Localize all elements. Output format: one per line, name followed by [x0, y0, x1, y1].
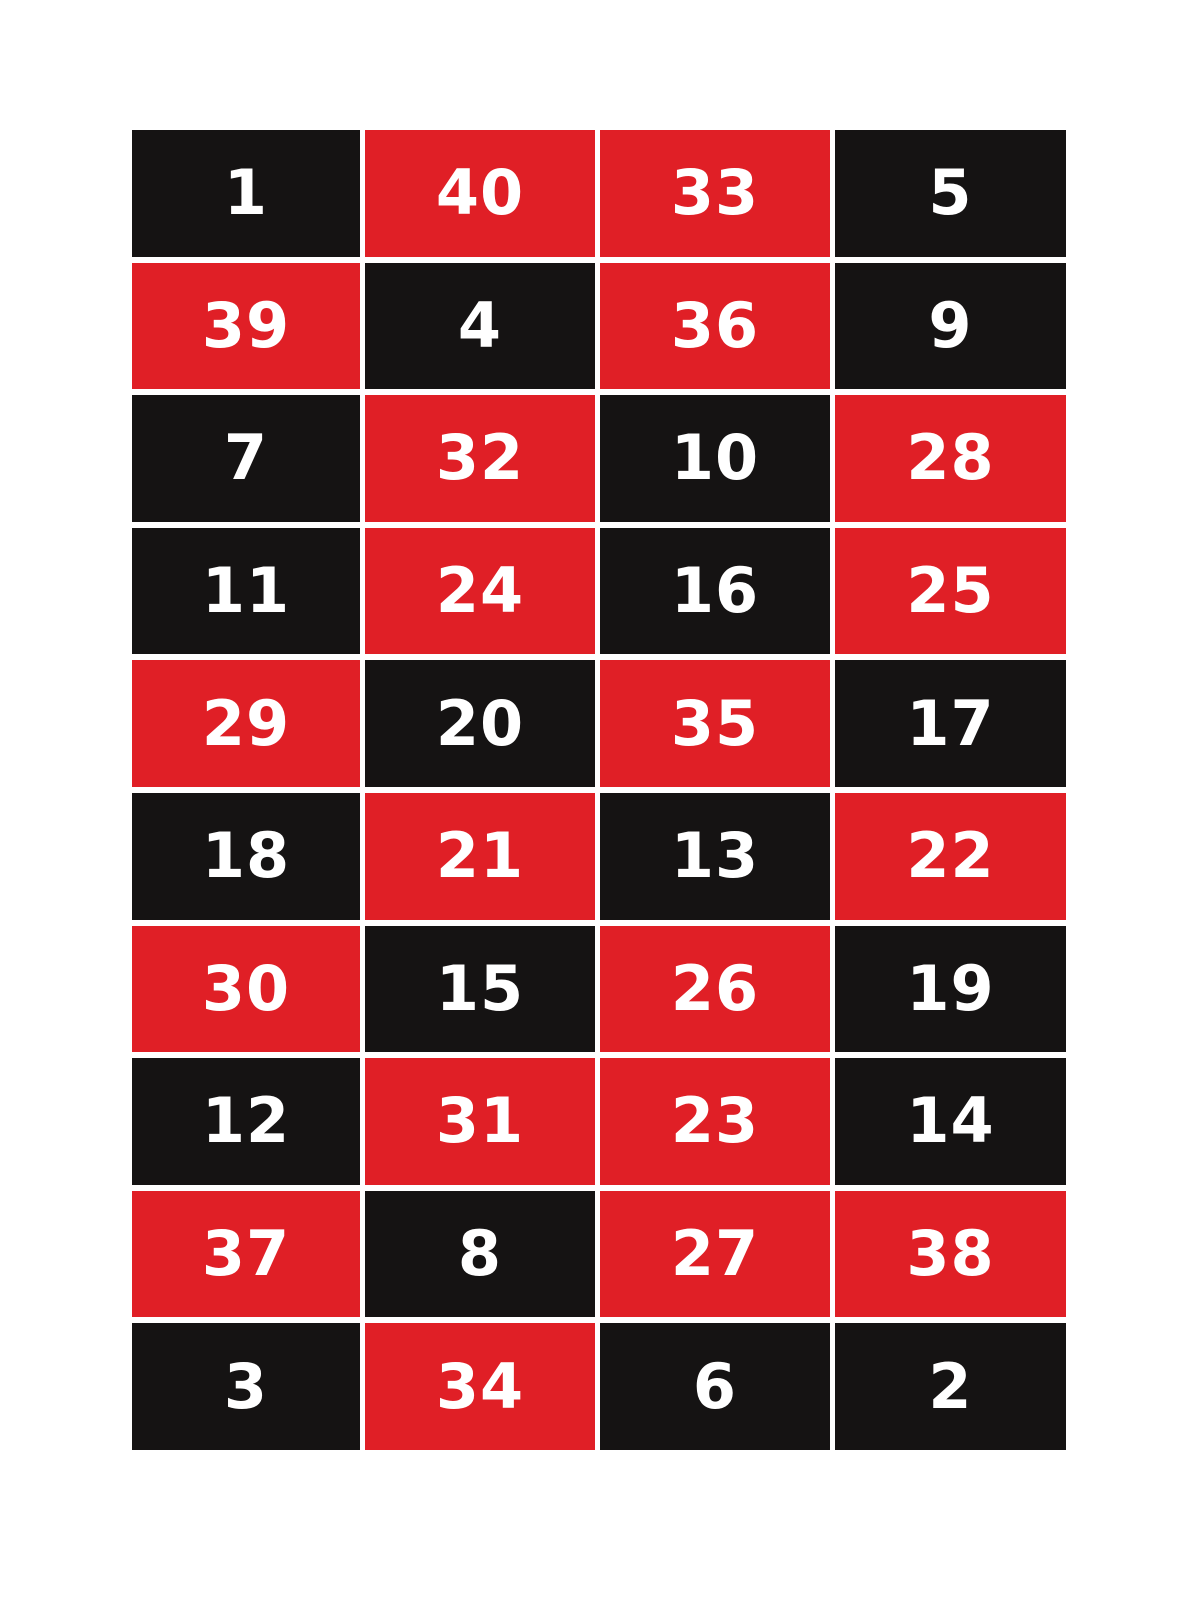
- number-tile-label: 16: [670, 554, 760, 628]
- number-tile-label: 4: [457, 288, 503, 362]
- number-tile[interactable]: [600, 1058, 830, 1185]
- number-tile[interactable]: [365, 793, 595, 920]
- number-tile[interactable]: [835, 1058, 1066, 1185]
- number-tile[interactable]: [600, 130, 830, 257]
- number-tile-label: 25: [906, 554, 995, 628]
- number-tile-label: 7: [223, 421, 269, 495]
- number-tile-label: 36: [670, 288, 760, 362]
- number-tile[interactable]: [600, 1191, 830, 1318]
- number-tile-label: 14: [906, 1084, 995, 1158]
- number-tile-label: 29: [201, 686, 291, 760]
- number-tile-label: 6: [692, 1349, 738, 1423]
- number-tile-label: 30: [201, 951, 291, 1025]
- number-tile[interactable]: [132, 926, 360, 1053]
- number-tile-label: 40: [435, 156, 525, 230]
- number-tile[interactable]: [600, 528, 830, 655]
- number-tile[interactable]: [835, 263, 1066, 390]
- number-tile-label: 38: [906, 1217, 995, 1291]
- number-tile-label: 10: [670, 421, 760, 495]
- number-tile[interactable]: [365, 395, 595, 522]
- number-tile-label: 3: [223, 1349, 269, 1423]
- number-tile-label: 26: [670, 951, 760, 1025]
- number-tile[interactable]: [132, 1323, 360, 1450]
- number-tile[interactable]: [835, 130, 1066, 257]
- number-tile[interactable]: [835, 1323, 1066, 1450]
- number-tile[interactable]: [132, 263, 360, 390]
- number-tile[interactable]: [132, 1191, 360, 1318]
- number-tile[interactable]: [835, 660, 1066, 787]
- number-tile-label: 23: [670, 1084, 760, 1158]
- number-tile-label: 13: [670, 819, 760, 893]
- number-tile-label: 15: [435, 951, 525, 1025]
- number-tile[interactable]: [365, 660, 595, 787]
- number-tile[interactable]: [600, 926, 830, 1053]
- number-tile[interactable]: [600, 660, 830, 787]
- number-tile-label: 22: [906, 819, 995, 893]
- number-tile-label: 28: [906, 421, 995, 495]
- number-tile[interactable]: [835, 395, 1066, 522]
- number-tile[interactable]: [365, 1323, 595, 1450]
- number-tile[interactable]: [365, 263, 595, 390]
- number-tile-grid: [130, 130, 1065, 1450]
- number-tile-label: 39: [201, 288, 291, 362]
- number-tile[interactable]: [835, 528, 1066, 655]
- number-tile-label: 11: [201, 554, 291, 628]
- number-tile-label: 24: [435, 554, 525, 628]
- number-tile-label: 19: [906, 951, 995, 1025]
- number-tile[interactable]: [600, 395, 830, 522]
- number-tile-label: 37: [201, 1217, 291, 1291]
- number-tile-label: 35: [670, 686, 760, 760]
- number-tile-label: 8: [457, 1217, 503, 1291]
- number-tile-label: 21: [435, 819, 525, 893]
- number-tile[interactable]: [835, 926, 1066, 1053]
- number-tile-label: 5: [928, 156, 973, 230]
- number-tile-label: 33: [670, 156, 760, 230]
- number-tile[interactable]: [132, 1058, 360, 1185]
- number-tile-label: 18: [201, 819, 291, 893]
- number-tile-label: 12: [201, 1084, 291, 1158]
- number-tile-label: 20: [435, 686, 525, 760]
- number-tile[interactable]: [132, 793, 360, 920]
- number-tile[interactable]: [365, 130, 595, 257]
- number-tile[interactable]: [365, 926, 595, 1053]
- number-tile[interactable]: [600, 793, 830, 920]
- number-tile[interactable]: [132, 660, 360, 787]
- number-tile-label: 2: [928, 1349, 973, 1423]
- number-tile[interactable]: [132, 395, 360, 522]
- number-tile[interactable]: [132, 528, 360, 655]
- number-tile[interactable]: [365, 1058, 595, 1185]
- number-tile-label: 9: [928, 288, 973, 362]
- number-tile-label: 17: [906, 686, 995, 760]
- number-tile-label: 1: [223, 156, 269, 230]
- number-tile[interactable]: [365, 528, 595, 655]
- number-tile[interactable]: [365, 1191, 595, 1318]
- number-tile[interactable]: [835, 793, 1066, 920]
- number-tile[interactable]: [835, 1191, 1066, 1318]
- number-tile[interactable]: [132, 130, 360, 257]
- number-tile-label: 32: [435, 421, 525, 495]
- number-tile[interactable]: [600, 1323, 830, 1450]
- number-tile-label: 31: [435, 1084, 525, 1158]
- number-tile-label: 34: [435, 1349, 525, 1423]
- number-tile[interactable]: [600, 263, 830, 390]
- number-tile-label: 27: [670, 1217, 760, 1291]
